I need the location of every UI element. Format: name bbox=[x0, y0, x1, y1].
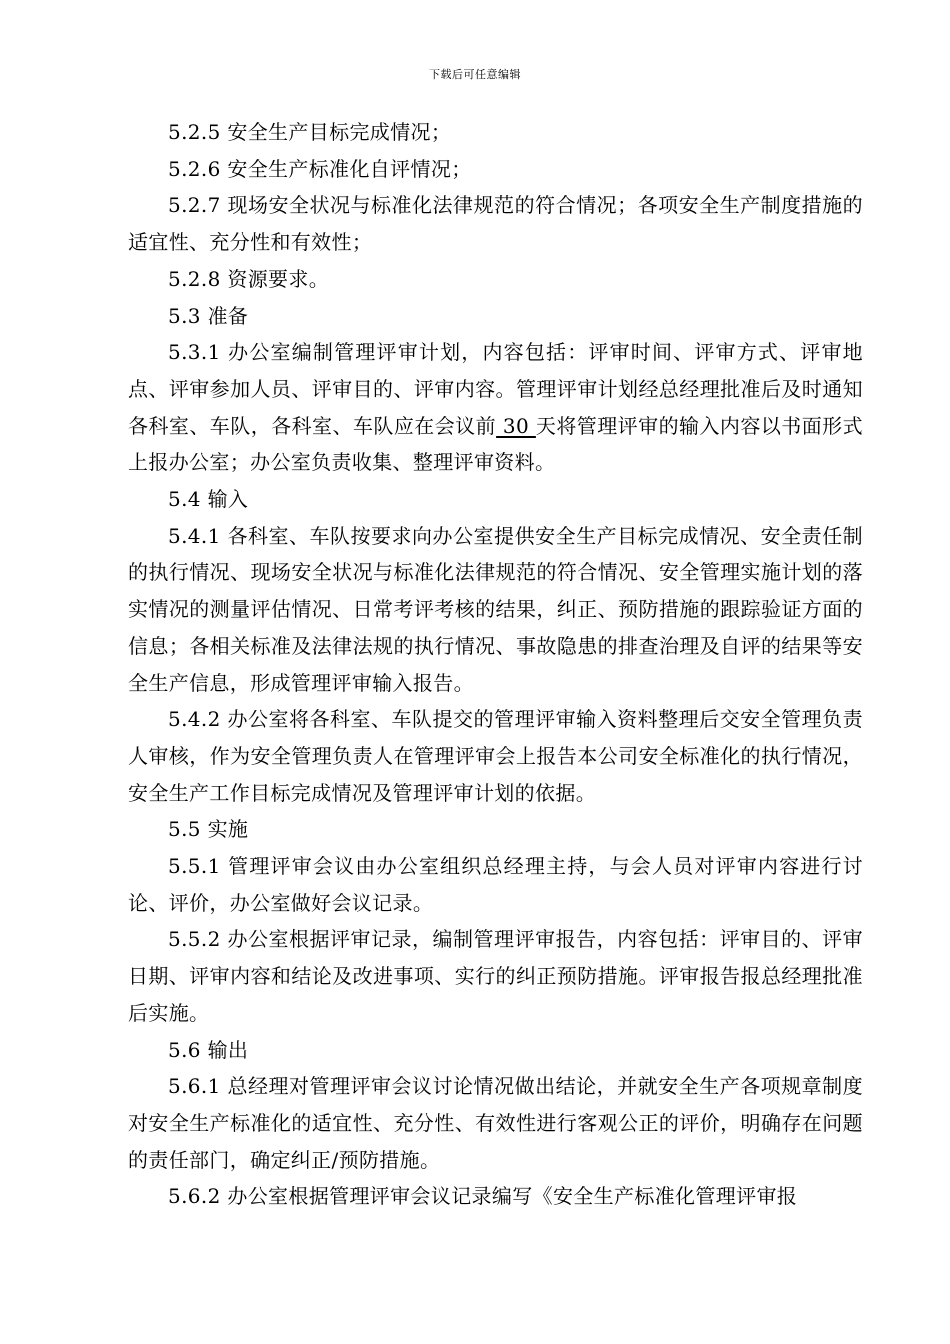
paragraph-5-2-6: 5.2.6 安全生产标准化自评情况； bbox=[168, 156, 472, 181]
document-body bbox=[128, 114, 863, 1215]
section-heading-5-3: 5.3 准备 bbox=[168, 303, 249, 328]
paragraph-5-2-8: 5.2.8 资源要求。 bbox=[168, 266, 330, 291]
paragraph-5-4-1: 5.4.1 各科室、车队按要求向办公室提供安全生产目标完成情况、安全责任制的执行情况、现场安全状况与标准化法律规范的符合情况、安全管理实施计划的落实情况的测量评估情况、日常考评考核的结果，纠正、预防措施的跟踪验证方面的信息；各相关标准及法律法规的执行情况、事故隐患的排查治理及自评的结果等安全生产信息，形成管理评审输入报告。 bbox=[128, 523, 863, 695]
paragraph-5-3-1-text-after: 天将管理评审的输入内容以书面形式上报办公室；办公室负责收集、整理评审资料。 bbox=[128, 413, 863, 475]
paragraph-5-4-2: 5.4.2 办公室将各科室、车队提交的管理评审输入资料整理后交安全管理负责人审核，作为安全管理负责人在管理评审会上报告本公司安全标准化的执行情况，安全生产工作目标完成情况及管理评审计划的依据。 bbox=[128, 707, 863, 805]
paragraph-5-3-1-text-before: 5.3.1 办公室编制管理评审计划，内容包括：评审时间、评审方式、评审地点、评审参加人员、评审目的、评审内容。管理评审计划经总经理批准后及时通知各科室、车队，各科室、车队应在会议前 bbox=[128, 340, 863, 438]
section-heading-5-6: 5.6 输出 bbox=[168, 1037, 249, 1062]
paragraph-5-6-2: 5.6.2 办公室根据管理评审会议记录编写《安全生产标准化管理评审报 bbox=[168, 1184, 798, 1209]
paragraph-5-5-1: 5.5.1 管理评审会议由办公室组织总经理主持，与会人员对评审内容进行讨论、评价，办公室做好会议记录。 bbox=[128, 854, 863, 915]
paragraph-5-5-2: 5.5.2 办公室根据评审记录，编制管理评审报告，内容包括：评审目的、评审日期、评审内容和结论及改进事项、实行的纠正预防措施。评审报告报总经理批准后实施。 bbox=[128, 927, 863, 1025]
paragraph-5-6-1: 5.6.1 总经理对管理评审会议讨论情况做出结论，并就安全生产各项规章制度对安全生产标准化的适宜性、充分性、有效性进行客观公正的评价，明确存在问题的责任部门，确定纠正/预防措施。 bbox=[128, 1074, 863, 1172]
page-header: 下载后可任意编辑 bbox=[429, 68, 521, 81]
section-heading-5-4: 5.4 输入 bbox=[168, 487, 249, 512]
paragraph-5-3-1 bbox=[128, 334, 863, 481]
underlined-days-value: 30 bbox=[496, 413, 536, 438]
paragraph-5-2-7: 5.2.7 现场安全状况与标准化法律规范的符合情况；各项安全生产制度措施的适宜性、充分性和有效性； bbox=[128, 193, 863, 255]
paragraph-5-2-5: 5.2.5 安全生产目标完成情况； bbox=[168, 120, 452, 144]
section-heading-5-5: 5.5 实施 bbox=[168, 817, 249, 842]
